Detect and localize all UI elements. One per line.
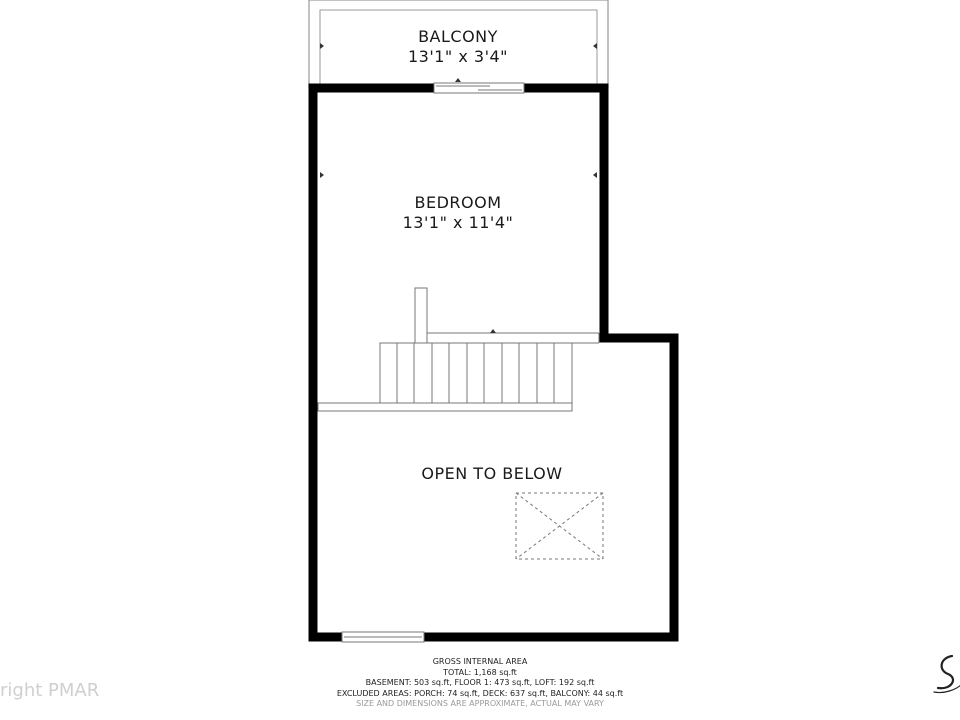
open-to-below-name: OPEN TO BELOW bbox=[421, 464, 563, 483]
area-floors: BASEMENT: 503 sq.ft, FLOOR 1: 473 sq.ft, LOFT: 192 sq.ft bbox=[365, 678, 595, 687]
area-excluded: EXCLUDED AREAS: PORCH: 74 sq.ft, DECK: 637 sq.ft, BALCONY: 44 sq.ft bbox=[336, 688, 624, 698]
bedroom-dimensions: 13'1" x 11'4" bbox=[402, 213, 514, 232]
skylight bbox=[516, 493, 603, 559]
balcony-door bbox=[434, 83, 524, 93]
exterior-walls bbox=[313, 88, 674, 637]
bedroom-dim-marker-left bbox=[320, 172, 324, 178]
open-to-below-label bbox=[392, 464, 592, 484]
bedroom-label bbox=[358, 193, 558, 233]
bedroom-dim-marker-bottom bbox=[490, 329, 496, 333]
area-heading: GROSS INTERNAL AREA bbox=[432, 657, 528, 666]
bedroom-partition bbox=[415, 288, 427, 343]
bedroom-name: BEDROOM bbox=[414, 193, 502, 212]
balcony-dim-marker-bottom bbox=[455, 78, 461, 82]
bedroom-dim-marker-right bbox=[593, 172, 597, 178]
copyright-watermark: right PMAR bbox=[0, 680, 100, 701]
balcony-dim-marker-right bbox=[593, 43, 597, 49]
brand-logo-icon bbox=[930, 648, 960, 698]
balcony-name: BALCONY bbox=[418, 27, 498, 46]
area-total: TOTAL: 1,168 sq.ft bbox=[443, 667, 517, 677]
balcony-dim-marker-left bbox=[320, 43, 324, 49]
area-notes bbox=[300, 657, 660, 710]
balcony-dimensions: 13'1" x 3'4" bbox=[407, 47, 509, 66]
area-disclaimer: SIZE AND DIMENSIONS ARE APPROXIMATE, ACTUAL MAY VARY bbox=[356, 699, 604, 708]
balcony-label bbox=[358, 27, 558, 67]
staircase bbox=[318, 343, 572, 411]
